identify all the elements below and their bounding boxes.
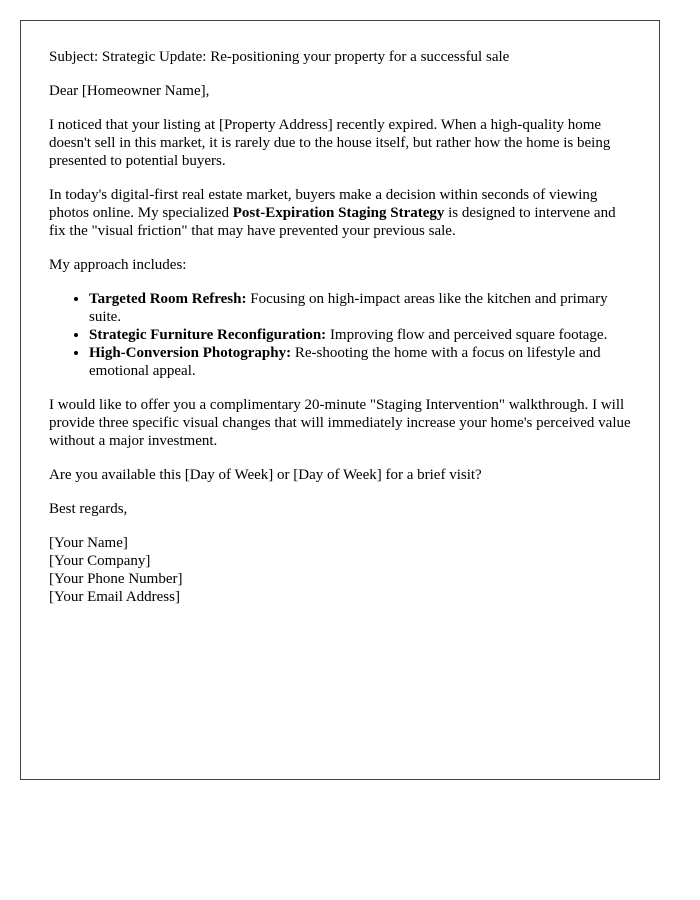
signature-block	[49, 534, 631, 606]
signature-company: [Your Company]	[49, 553, 151, 569]
paragraph-offer: I would like to offer you a complimentary 20-minute "Staging Intervention" walkthrough. I will provide three specific visual changes that will immediately increase your home's perceived value without a major investment.	[49, 397, 631, 449]
list-item-text: Re-shooting the home with a focus on lifestyle and emotional appeal.	[89, 345, 601, 379]
list-item	[89, 344, 631, 380]
closing: Best regards,	[49, 501, 128, 517]
paragraph-strategy-before: In today's digital-first real estate market, buyers make a decision within seconds of viewing photos online. My specialized	[49, 187, 598, 221]
list-item	[89, 290, 631, 326]
list-item	[89, 326, 631, 344]
greeting: Dear [Homeowner Name],	[49, 83, 210, 99]
paragraph-availability: Are you available this [Day of Week] or [Day of Week] for a brief visit?	[49, 467, 482, 483]
approach-intro: My approach includes:	[49, 257, 187, 273]
signature-email: [Your Email Address]	[49, 589, 180, 605]
paragraph-intro: I noticed that your listing at [Property Address] recently expired. When a high-quality home doesn't sell in this market, it is rarely due to the house itself, but rather how the home is being presented to potential buyers.	[49, 117, 611, 169]
list-item-text: Focusing on high-impact areas like the kitchen and primary suite.	[89, 291, 608, 325]
list-item-title: Strategic Furniture Reconfiguration:	[89, 327, 327, 343]
list-item-title: High-Conversion Photography:	[89, 345, 292, 361]
list-item-title: Targeted Room Refresh:	[89, 291, 247, 307]
strategy-name: Post-Expiration Staging Strategy	[232, 205, 445, 221]
signature-phone: [Your Phone Number]	[49, 571, 183, 587]
list-item-text: Improving flow and perceived square footage.	[326, 327, 608, 343]
approach-list	[49, 290, 631, 380]
paragraph-strategy	[49, 186, 631, 240]
paragraph-strategy-after: is designed to intervene and fix the "visual friction" that may have prevented your previous sale.	[49, 205, 616, 239]
subject-line: Subject: Strategic Update: Re-positioning your property for a successful sale	[49, 49, 510, 65]
letter-page	[20, 20, 660, 780]
signature-name: [Your Name]	[49, 535, 128, 551]
